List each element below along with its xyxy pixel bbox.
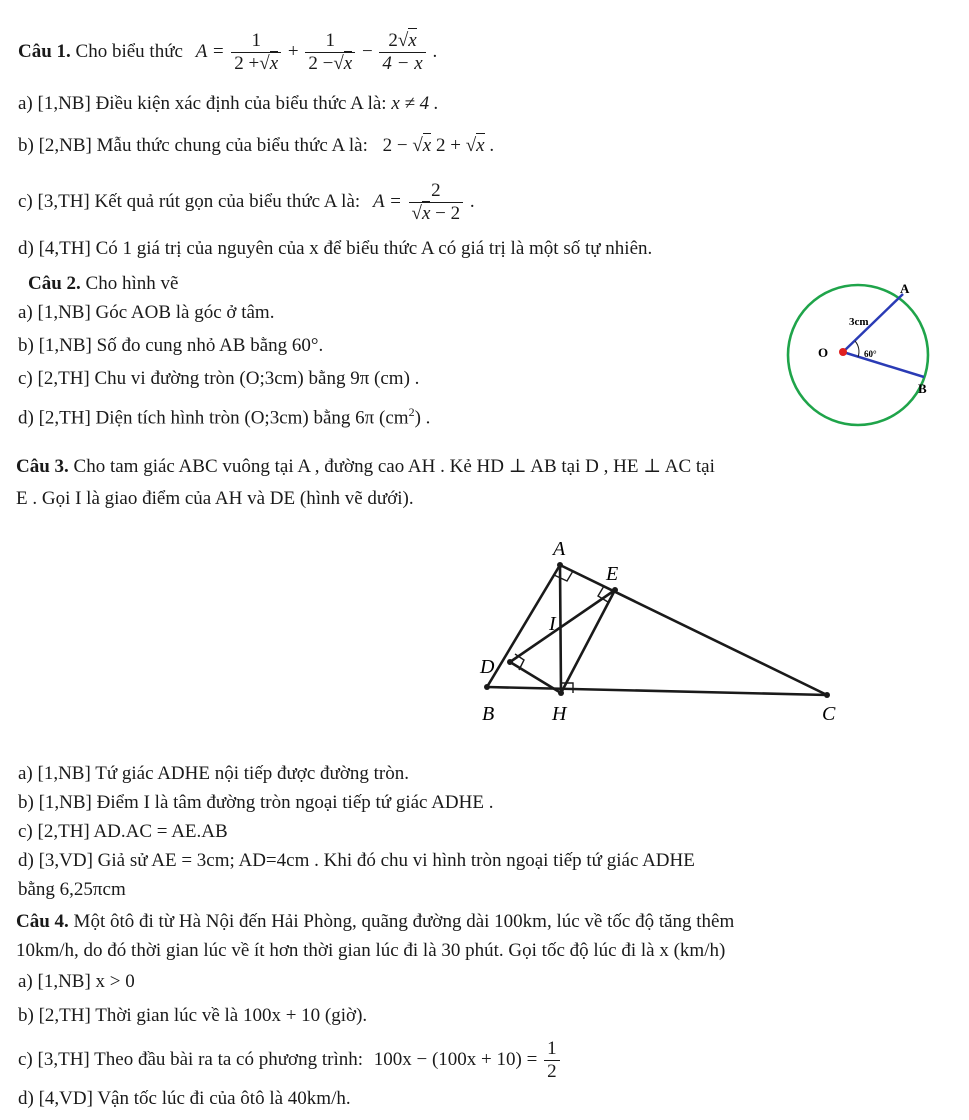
point-D [507, 659, 513, 665]
q4-a: a) [1,NB] x > 0 [18, 971, 135, 992]
q3-c: c) [2,TH] AD.AC = AE.AB [18, 821, 228, 842]
label-tri-B: B [482, 703, 495, 725]
q3-line2: E . Gọi I là giao điểm của AH và DE (hình vẽ dưới). [16, 488, 414, 509]
point-A [557, 562, 563, 568]
q1-heading: Câu 1. Cho biểu thức A = $\frac{1}{2 +√ x}$ + $\frac{1}{2 -√ x}$ − $\frac{2√ x}{4 - x}$ . [18, 30, 437, 75]
q4-b: b) [2,TH] Thời gian lúc về là 100x + 10 (giờ). [18, 1005, 368, 1026]
side-BC [487, 687, 827, 695]
q2-title: Câu 2. [28, 273, 81, 294]
q1-fraction-2: $\frac{1}{2 -√ x}$ [305, 30, 355, 75]
q1-intro: Cho biểu thức [75, 40, 183, 62]
q3-b: b) [1,NB] Điểm I là tâm đường tròn ngoại tiếp tứ giác ADHE . [18, 792, 494, 813]
q1-c: c) [3,TH] Kết quả rút gọn của biểu thức A là: A = 2 √ x − 2 . [18, 180, 475, 225]
q1-fraction-3: $\frac{2√ x}{4 - x}$ [379, 30, 425, 75]
label-A: A [900, 281, 910, 296]
q3-title: Câu 3. [16, 456, 69, 477]
point-B [484, 684, 490, 690]
q4-line1: Câu 4. Một ôtô đi từ Hà Nội đến Hải Phòng, quãng đường dài 100km, lúc về tốc độ tăng thêm [16, 911, 735, 932]
segment-DE [510, 590, 615, 662]
label-O: O [818, 345, 829, 360]
label-tri-D: D [480, 656, 495, 678]
q4-d: d) [4,VD] Vận tốc lúc đi của ôtô là 40km/h. [18, 1088, 351, 1109]
label-tri-I: I [549, 613, 556, 635]
label-angle: 60° [864, 349, 877, 359]
q1-formula-lhs: A = [195, 40, 225, 62]
point-E [612, 587, 618, 593]
q2-a: a) [1,NB] Góc AOB là góc ở tâm. [18, 302, 275, 323]
segment-HE [561, 590, 615, 693]
q1-c-fraction: 2 √ x − 2 [409, 180, 464, 225]
q4-line2: 10km/h, do đó thời gian lúc về ít hơn thời gian lúc đi là 30 phút. Gọi tốc độ lúc đi là x (km/h) [16, 940, 726, 961]
point-C [824, 692, 830, 698]
label-tri-H: H [552, 703, 567, 725]
q2-b: b) [1,NB] Số đo cung nhỏ AB bằng 60°. [18, 335, 324, 356]
q2-d: d) [2,TH] Diện tích hình tròn (O;3cm) bằng 6π $(cm^2)$ . [18, 405, 431, 429]
q1-title: Câu 1. [18, 40, 71, 62]
q4-c-fraction: $\frac{1}{2}$ [544, 1038, 560, 1083]
point-O [839, 348, 847, 356]
label-tri-E: E [606, 563, 619, 585]
label-tri-C: C [822, 703, 836, 725]
label-B: B [918, 381, 927, 396]
triangle-figure [470, 535, 860, 730]
circle-figure [775, 275, 960, 435]
q2-heading: Câu 2. Cho hình vẽ [28, 273, 179, 294]
q4-title: Câu 4. [16, 911, 69, 932]
q3-line1: Câu 3. Cho tam giác ABC vuông tại A , đường cao AH . Kẻ HD ⊥ AB tại D , HE ⊥ AC tại [16, 456, 715, 477]
q3-a: a) [1,NB] Tứ giác ADHE nội tiếp được đường tròn. [18, 763, 409, 784]
q1-fraction-1: $\frac{1}{2 +√ x}$ [231, 30, 281, 75]
point-H [558, 690, 564, 696]
label-tri-A: A [553, 538, 566, 560]
q1-b: b) [2,NB] Mẫu thức chung của biểu thức A là: 2 − √ x 2 + √ x . [18, 134, 494, 158]
q3-d2: bằng 6,25πcm [18, 879, 126, 900]
radius-OB [843, 352, 924, 377]
q3-d1: d) [3,VD] Giả sử AE = 3cm; AD=4cm . Khi đó chu vi hình tròn ngoại tiếp tứ giác ADHE [18, 850, 695, 871]
side-AC [560, 565, 827, 695]
q2-c: c) [2,TH] Chu vi đường tròn (O;3cm) bằng 9π (cm) . [18, 368, 420, 389]
q4-c: c) [3,TH] Theo đầu bài ra ta có phương trình: 100x − (100x + 10) = $\frac{1}{2}$ [18, 1038, 562, 1083]
circle-O [788, 285, 928, 425]
q1-d: d) [4,TH] Có 1 giá trị của nguyên của x để biểu thức A có giá trị là một số tự nhiên. [18, 238, 653, 259]
q1-a: a) [1,NB] Điều kiện xác định của biểu thức A là: x ≠ 4 . [18, 93, 439, 114]
label-radius: 3cm [849, 316, 869, 328]
